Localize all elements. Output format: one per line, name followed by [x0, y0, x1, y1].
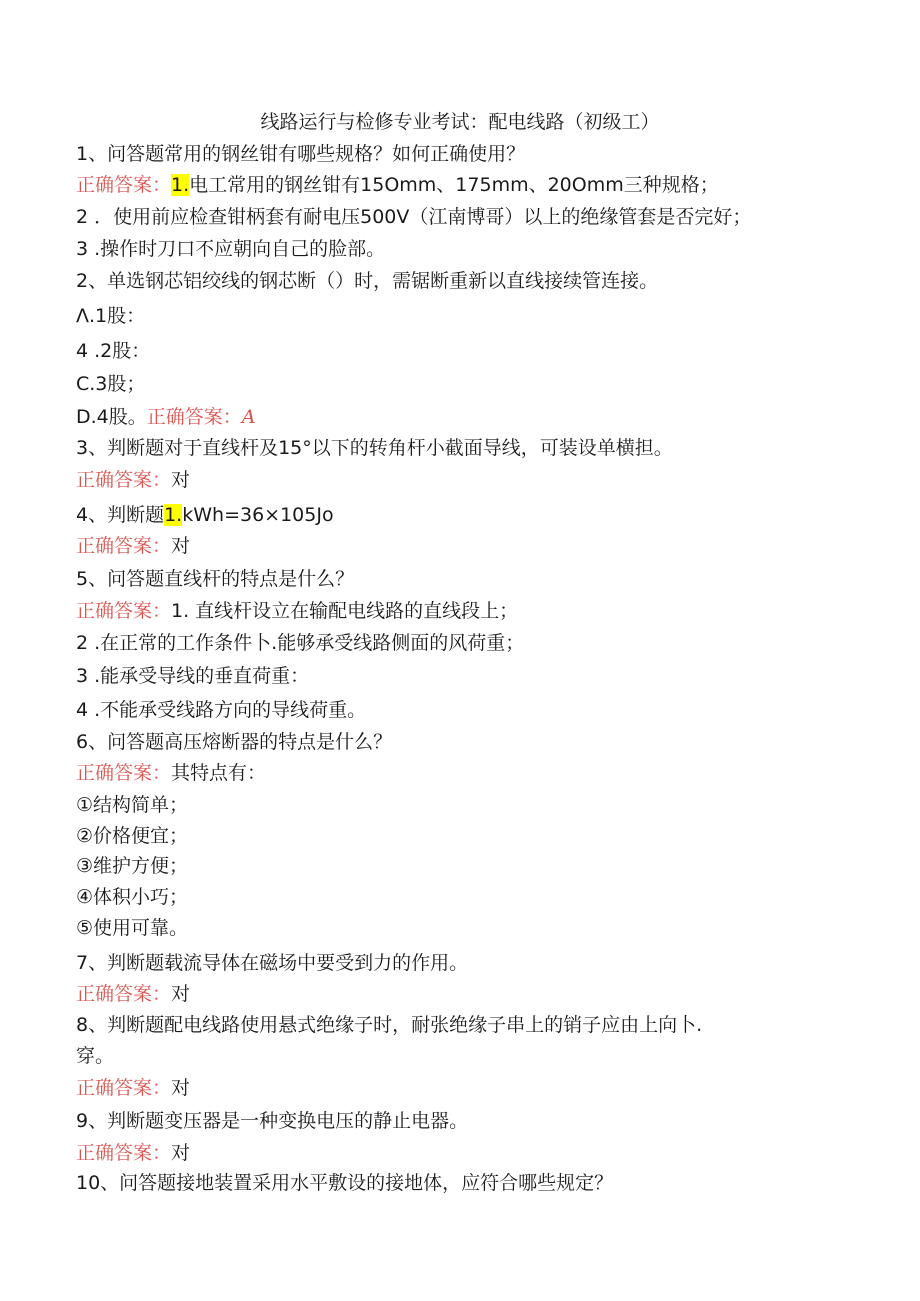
answer-6-item-3: ③维护方便；	[76, 855, 189, 877]
option-a: Λ.1股：	[76, 305, 146, 327]
answer-1-line-3: 3 .操作时刀口不应朝向自己的脸部。	[76, 238, 386, 260]
answer-label: 正确答案：	[76, 762, 172, 784]
answer-label: 正确答案：	[76, 469, 172, 491]
question-4-rest: kWh=36×105Jo	[182, 504, 334, 526]
answer-label: 正确答案：	[76, 983, 172, 1005]
question-10: 10、问答题接地装置采用水平敷设的接地体，应符合哪些规定？	[76, 1172, 614, 1194]
question-6: 6、问答题高压熔断器的特点是什么？	[76, 731, 393, 753]
answer-6-item-5: ⑤使用可靠。	[76, 917, 189, 939]
option-d-with-answer	[76, 404, 256, 430]
answer-5-line-1	[76, 598, 518, 624]
answer-5-line-2: 2 .在正常的工作条件卜.能够承受线路侧面的风荷重；	[76, 632, 525, 654]
answer-3-line	[76, 467, 190, 493]
answer-7-line	[76, 981, 190, 1007]
answer-4: 对	[171, 535, 191, 557]
question-5: 5、问答题直线杆的特点是什么？	[76, 568, 355, 590]
answer-5-line-4: 4 .不能承受线路方向的导线荷重。	[76, 699, 367, 721]
option-b: 4 .2股：	[76, 340, 151, 362]
answer-1-line-1	[76, 172, 719, 198]
answer-label: 正确答案：	[76, 600, 172, 622]
answer-2: A	[241, 406, 256, 428]
question-2: 2、单选钢芯铝绞线的钢芯断（）时，需锯断重新以直线接续管连接。	[76, 270, 659, 292]
option-c: C.3股；	[76, 373, 146, 395]
highlight-mark: 1.	[171, 174, 190, 196]
answer-6-intro: 其特点有：	[171, 762, 267, 784]
answer-9: 对	[171, 1142, 191, 1164]
question-7: 7、判断题载流导体在磁场中要受到力的作用。	[76, 952, 469, 974]
answer-6-line-0	[76, 760, 266, 786]
page-title: 线路运行与检修专业考试：配电线路（初级工）	[260, 111, 660, 133]
answer-8: 对	[171, 1077, 191, 1099]
answer-3: 对	[171, 469, 191, 491]
answer-5-text: 1. 直线杆设立在输配电线路的直线段上；	[171, 600, 519, 622]
option-d: D.4股。	[76, 406, 147, 428]
answer-label: 正确答案：	[76, 1142, 172, 1164]
answer-1-text: 电工常用的钢丝钳有15Omm、175mm、20Omm三种规格；	[189, 174, 719, 196]
answer-6-item-2: ②价格便宜；	[76, 825, 189, 847]
answer-label: 正确答案：	[146, 406, 242, 428]
answer-label: 正确答案：	[76, 174, 172, 196]
answer-6-item-4: ④体积小巧；	[76, 886, 189, 908]
answer-9-line	[76, 1140, 190, 1166]
answer-5-line-3: 3 .能承受导线的垂直荷重：	[76, 665, 310, 687]
question-8-line-2: 穿。	[76, 1045, 115, 1067]
highlight-mark: 1.	[164, 504, 183, 526]
question-3: 3、判断题对于直线杆及15°以下的转角杆小截面导线，可装设单横担。	[76, 437, 673, 459]
answer-label: 正确答案：	[76, 535, 172, 557]
answer-6-item-1: ①结构简单；	[76, 794, 189, 816]
question-4-prefix: 4、判断题	[76, 504, 165, 526]
answer-7: 对	[171, 983, 191, 1005]
question-1: 1、问答题常用的钢丝钳有哪些规格？如何正确使用？	[76, 143, 526, 165]
answer-4-line	[76, 533, 190, 559]
question-9: 9、判断题变压器是一种变换电压的静止电器。	[76, 1110, 469, 1132]
question-8-line-1: 8、判断题配电线路使用悬式绝缘子时，耐张绝缘子串上的销子应由上向卜.	[76, 1014, 703, 1036]
answer-label: 正确答案：	[76, 1077, 172, 1099]
question-4	[76, 502, 334, 528]
answer-1-line-2: 2 ．使用前应检查钳柄套有耐电压500V（江南博哥）以上的绝缘管套是否完好；	[76, 206, 752, 228]
answer-8-line	[76, 1075, 190, 1101]
